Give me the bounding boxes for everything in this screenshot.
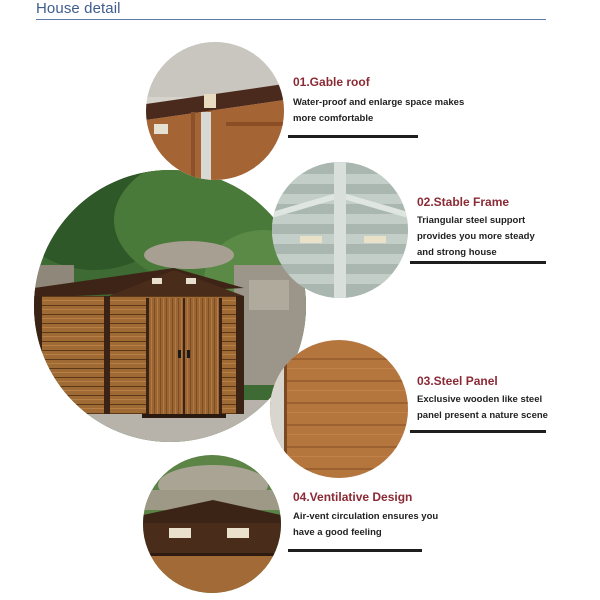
feature-title-gable-roof: 01.Gable roof [293, 75, 370, 89]
page-title: House detail [36, 0, 121, 17]
feature-underline [410, 430, 546, 433]
header-divider [36, 19, 546, 20]
feature-desc-line: Water-proof and enlarge space makes [293, 97, 465, 108]
steel-panel-photo [270, 340, 408, 478]
gable-roof-photo [146, 42, 284, 180]
feature-underline [288, 135, 418, 138]
ventilative-design-photo [143, 455, 281, 593]
feature-desc-line: panel present a nature scene [417, 410, 548, 421]
feature-desc-ventilative-design [293, 509, 438, 541]
feature-desc-steel-panel [417, 392, 548, 424]
feature-desc-line: Exclusive wooden like steel [417, 394, 543, 405]
feature-desc-line: more comfortable [293, 113, 374, 124]
feature-desc-line: have a good feeling [293, 527, 382, 538]
feature-title-steel-panel: 03.Steel Panel [417, 374, 498, 388]
feature-desc-line: Air-vent circulation ensures you [293, 511, 439, 522]
feature-desc-line: and strong house [417, 247, 497, 258]
feature-desc-stable-frame [417, 213, 535, 261]
stable-frame-photo [272, 162, 408, 298]
feature-title-stable-frame: 02.Stable Frame [417, 195, 510, 209]
feature-underline [288, 549, 422, 552]
feature-desc-gable-roof [293, 95, 464, 127]
feature-desc-line: provides you more steady [417, 231, 535, 242]
feature-title-ventilative-design: 04.Ventilative Design [293, 490, 413, 504]
feature-underline [410, 261, 546, 264]
shed-photo [34, 170, 306, 442]
feature-desc-line: Triangular steel support [417, 215, 526, 226]
